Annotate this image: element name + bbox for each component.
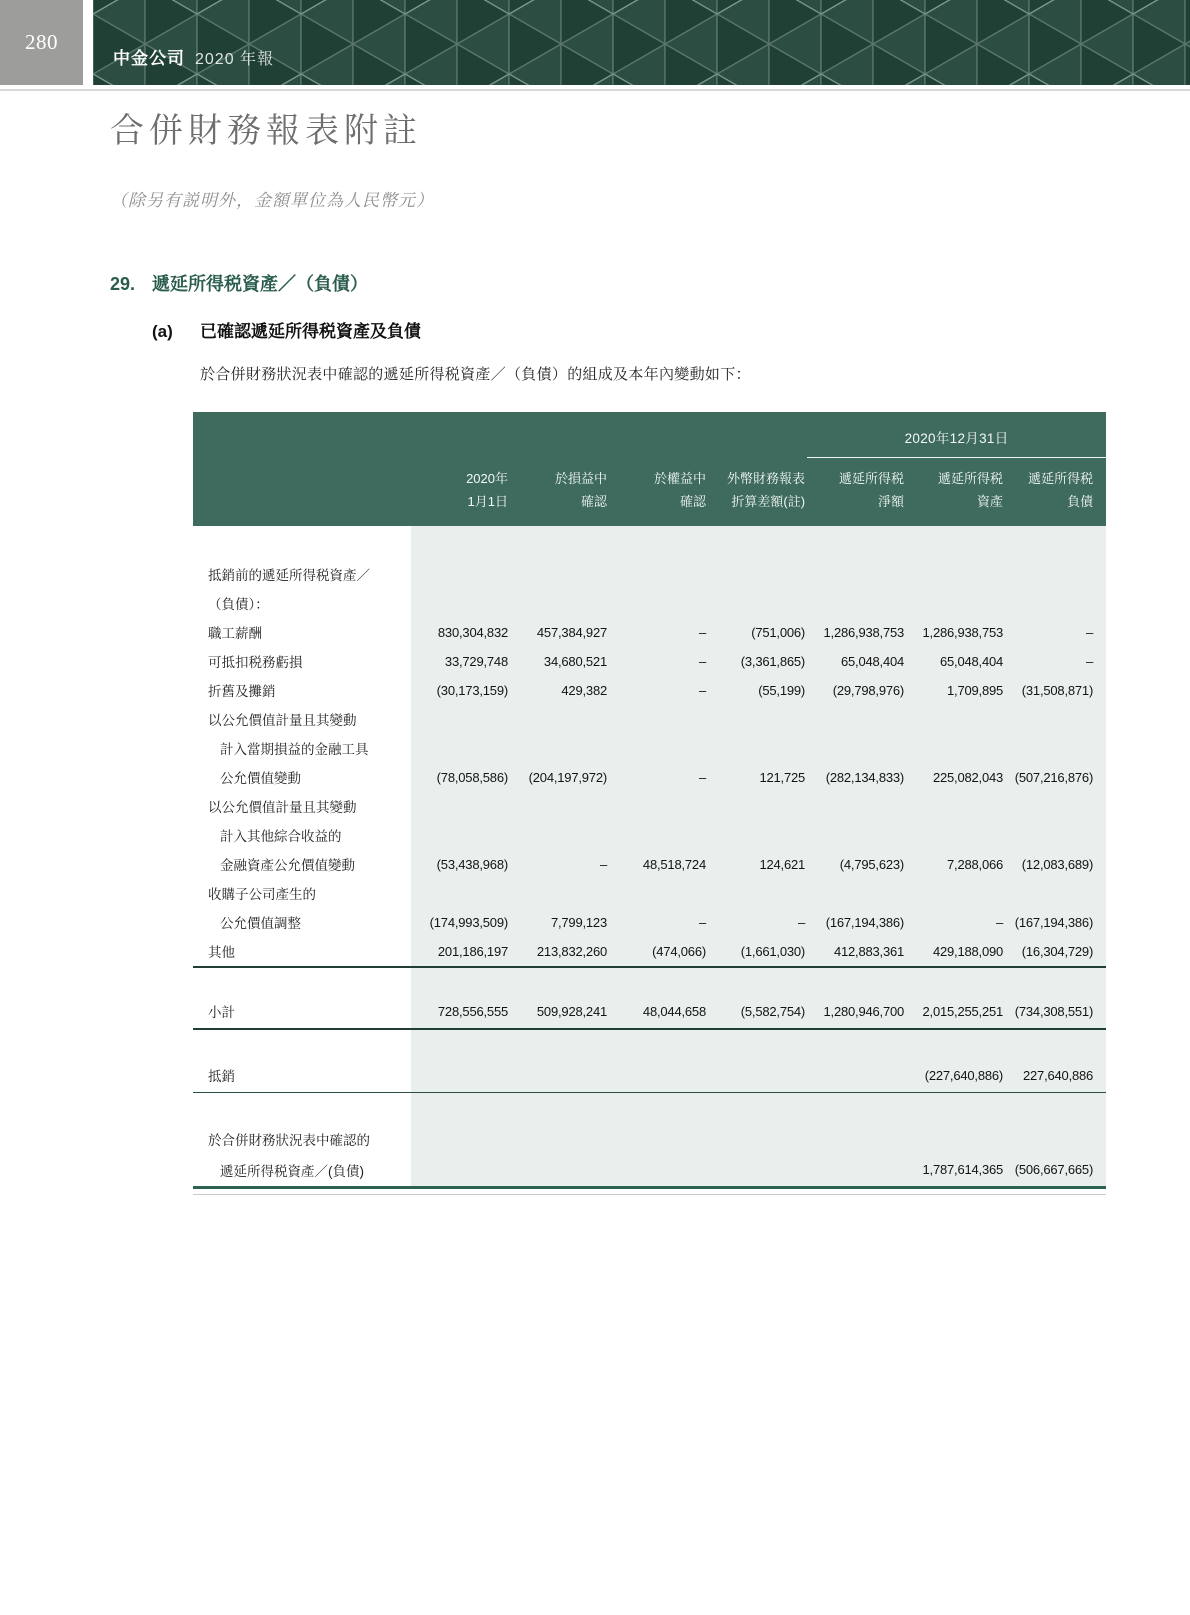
cell — [708, 1092, 807, 1124]
span-header-filler — [193, 412, 807, 458]
column-header-jan1: 2020年 1月1日 — [411, 458, 510, 526]
cell — [609, 734, 708, 763]
cell: – — [1005, 647, 1106, 676]
cell — [510, 705, 609, 734]
cell — [807, 792, 906, 821]
cell — [807, 1059, 906, 1093]
cell — [510, 1188, 609, 1195]
page-number-box — [0, 0, 83, 85]
cell: (474,066) — [609, 937, 708, 967]
table-row — [193, 1092, 1106, 1124]
cell — [1005, 734, 1106, 763]
row-label — [193, 1029, 411, 1059]
cell — [609, 821, 708, 850]
table-row — [193, 1188, 1106, 1195]
table-row — [193, 821, 1106, 850]
table-row — [193, 995, 1106, 1029]
cell — [609, 1153, 708, 1188]
section-heading — [110, 270, 368, 296]
cell — [807, 1153, 906, 1188]
banner — [93, 0, 1190, 85]
cell — [510, 1029, 609, 1059]
cell: 457,384,927 — [510, 618, 609, 647]
cell — [1005, 1092, 1106, 1124]
cell — [807, 879, 906, 908]
table-row — [193, 792, 1106, 821]
cell — [1005, 1188, 1106, 1195]
cell — [807, 526, 906, 560]
cell — [708, 879, 807, 908]
cell: 201,186,197 — [411, 937, 510, 967]
table-row — [193, 1059, 1106, 1093]
cell — [1005, 1124, 1106, 1153]
subsection-label: (a) — [152, 322, 173, 341]
cell — [510, 821, 609, 850]
cell: (174,993,509) — [411, 908, 510, 937]
row-label: 職工薪酬 — [193, 618, 411, 647]
cell — [708, 560, 807, 589]
section-title: 遞延所得税資產／（負債） — [152, 274, 368, 294]
cell — [1005, 1029, 1106, 1059]
cell — [708, 526, 807, 560]
cell — [609, 1059, 708, 1093]
cell: (751,006) — [708, 618, 807, 647]
cell: 227,640,886 — [1005, 1059, 1106, 1093]
table-row — [193, 560, 1106, 589]
cell: – — [609, 618, 708, 647]
cell — [906, 1029, 1005, 1059]
table-row — [193, 937, 1106, 967]
cell — [1005, 589, 1106, 618]
cell — [906, 589, 1005, 618]
cell — [807, 1124, 906, 1153]
cell — [906, 526, 1005, 560]
cell — [807, 821, 906, 850]
cell — [411, 560, 510, 589]
cell: – — [708, 908, 807, 937]
row-label: 金融資產公允價值變動 — [193, 850, 411, 879]
cell — [906, 792, 1005, 821]
table-row — [193, 589, 1106, 618]
section-number: 29. — [110, 274, 136, 294]
row-label: （負債）： — [193, 589, 411, 618]
cell — [906, 1188, 1005, 1195]
row-label: 以公允價值計量且其變動 — [193, 705, 411, 734]
table-row — [193, 1124, 1106, 1153]
cell — [411, 821, 510, 850]
cell — [906, 734, 1005, 763]
subsection-title: 已確認遞延所得税資產及負債 — [200, 322, 421, 341]
cell — [411, 1092, 510, 1124]
column-header-profit-loss: 於損益中 確認 — [510, 458, 609, 526]
cell — [807, 589, 906, 618]
cell — [708, 1029, 807, 1059]
cell — [510, 589, 609, 618]
table-row — [193, 850, 1106, 879]
row-label: 收購子公司產生的 — [193, 879, 411, 908]
cell: 429,188,090 — [906, 937, 1005, 967]
row-label: 公允價值變動 — [193, 763, 411, 792]
cell: 2,015,255,251 — [906, 995, 1005, 1029]
cell: (55,199) — [708, 676, 807, 705]
cell: (5,582,754) — [708, 995, 807, 1029]
cell — [807, 1188, 906, 1195]
cell: (4,795,623) — [807, 850, 906, 879]
cell — [807, 1092, 906, 1124]
cell — [708, 1153, 807, 1188]
table-body — [193, 526, 1106, 1195]
cell — [510, 879, 609, 908]
cell — [1005, 821, 1106, 850]
cell — [906, 705, 1005, 734]
cell: 225,082,043 — [906, 763, 1005, 792]
cell — [807, 1029, 906, 1059]
table-row — [193, 1029, 1106, 1059]
table-row — [193, 763, 1106, 792]
cell — [906, 1124, 1005, 1153]
row-label: 折舊及攤銷 — [193, 676, 411, 705]
cell: (227,640,886) — [906, 1059, 1005, 1093]
table-row — [193, 676, 1106, 705]
page-subtitle: （除另有説明外，金額單位為人民幣元） — [110, 191, 434, 210]
row-label: 計入其他綜合收益的 — [193, 821, 411, 850]
cell — [411, 589, 510, 618]
cell — [411, 1188, 510, 1195]
cell: (734,308,551) — [1005, 995, 1106, 1029]
cell: 412,883,361 — [807, 937, 906, 967]
table-row — [193, 734, 1106, 763]
cell — [411, 967, 510, 995]
cell — [1005, 879, 1106, 908]
intro-paragraph: 於合併財務狀況表中確認的遞延所得税資產／（負債）的組成及本年內變動如下： — [200, 366, 751, 383]
cell — [906, 1092, 1005, 1124]
cell: 1,709,895 — [906, 676, 1005, 705]
row-label: 以公允價值計量且其變動 — [193, 792, 411, 821]
cell: 48,044,658 — [609, 995, 708, 1029]
table-row — [193, 705, 1106, 734]
cell: 830,304,832 — [411, 618, 510, 647]
cell — [1005, 560, 1106, 589]
cell — [609, 1188, 708, 1195]
cell — [708, 967, 807, 995]
header-divider — [0, 89, 1190, 91]
cell — [510, 734, 609, 763]
table-row — [193, 967, 1106, 995]
cell: (31,508,871) — [1005, 676, 1106, 705]
cell — [906, 879, 1005, 908]
cell — [411, 1029, 510, 1059]
cell: – — [906, 908, 1005, 937]
row-label — [193, 967, 411, 995]
cell — [807, 967, 906, 995]
column-header-fx: 外幣財務報表 折算差額(註) — [708, 458, 807, 526]
cell — [807, 734, 906, 763]
cell — [609, 1124, 708, 1153]
cell — [906, 821, 1005, 850]
cell — [411, 705, 510, 734]
cell — [510, 1092, 609, 1124]
cell — [807, 705, 906, 734]
cell — [708, 1124, 807, 1153]
cell — [609, 1092, 708, 1124]
cell: (167,194,386) — [807, 908, 906, 937]
cell — [906, 967, 1005, 995]
cell: – — [609, 763, 708, 792]
cell: (53,438,968) — [411, 850, 510, 879]
deferred-tax-table — [193, 412, 1106, 1195]
company-name: 中金公司 — [113, 49, 185, 68]
cell: – — [609, 647, 708, 676]
cell — [906, 560, 1005, 589]
cell: (12,083,689) — [1005, 850, 1106, 879]
cell: 1,280,946,700 — [807, 995, 906, 1029]
cell: (506,667,665) — [1005, 1153, 1106, 1188]
cell: – — [609, 908, 708, 937]
row-label: 於合併財務狀況表中確認的 — [193, 1124, 411, 1153]
table-row — [193, 908, 1106, 937]
cell: (29,798,976) — [807, 676, 906, 705]
cell: (507,216,876) — [1005, 763, 1106, 792]
asanoha-pattern-icon — [93, 0, 1190, 85]
cell — [609, 1029, 708, 1059]
row-label: 小計 — [193, 995, 411, 1029]
cell: (30,173,159) — [411, 676, 510, 705]
cell: 213,832,260 — [510, 937, 609, 967]
cell — [609, 526, 708, 560]
cell — [411, 879, 510, 908]
row-label: 可抵扣税務虧損 — [193, 647, 411, 676]
cell — [708, 705, 807, 734]
cell — [609, 560, 708, 589]
row-label: 抵銷前的遞延所得税資產／ — [193, 560, 411, 589]
cell: 728,556,555 — [411, 995, 510, 1029]
table-row — [193, 1153, 1106, 1188]
page-number: 280 — [25, 30, 58, 54]
cell: 1,787,614,365 — [906, 1153, 1005, 1188]
cell — [708, 1188, 807, 1195]
column-header-liabilities: 遞延所得税 負債 — [1005, 458, 1106, 526]
page-header — [0, 0, 1190, 85]
row-label — [193, 1188, 411, 1195]
cell: 65,048,404 — [807, 647, 906, 676]
table-column-header-row — [193, 458, 1106, 526]
cell: 509,928,241 — [510, 995, 609, 1029]
cell: 7,799,123 — [510, 908, 609, 937]
cell: – — [609, 676, 708, 705]
cell: 7,288,066 — [906, 850, 1005, 879]
cell — [708, 821, 807, 850]
cell: 33,729,748 — [411, 647, 510, 676]
row-label: 抵銷 — [193, 1059, 411, 1093]
cell — [411, 792, 510, 821]
row-label — [193, 526, 411, 560]
column-header-label — [193, 458, 411, 526]
cell — [411, 734, 510, 763]
subsection-heading — [152, 317, 421, 342]
cell — [1005, 967, 1106, 995]
cell — [510, 560, 609, 589]
cell — [708, 589, 807, 618]
cell: 121,725 — [708, 763, 807, 792]
row-label — [193, 1092, 411, 1124]
row-label: 計入當期損益的金融工具 — [193, 734, 411, 763]
cell: 48,518,724 — [609, 850, 708, 879]
banner-text — [113, 44, 274, 69]
report-year: 2020 年報 — [195, 51, 275, 68]
cell: (1,661,030) — [708, 937, 807, 967]
cell — [609, 792, 708, 821]
table-row — [193, 526, 1106, 560]
cell: 429,382 — [510, 676, 609, 705]
cell — [510, 1059, 609, 1093]
cell: (282,134,833) — [807, 763, 906, 792]
cell — [609, 879, 708, 908]
column-header-equity: 於權益中 確認 — [609, 458, 708, 526]
cell: – — [510, 850, 609, 879]
row-label: 遞延所得税資產／(負債) — [193, 1153, 411, 1188]
cell — [411, 1124, 510, 1153]
cell: (3,361,865) — [708, 647, 807, 676]
cell: – — [1005, 618, 1106, 647]
page-title: 合併財務報表附註 — [110, 113, 422, 150]
cell — [708, 1059, 807, 1093]
cell — [411, 1059, 510, 1093]
column-header-net: 遞延所得税 淨額 — [807, 458, 906, 526]
cell: (78,058,586) — [411, 763, 510, 792]
cell — [411, 526, 510, 560]
cell — [609, 705, 708, 734]
cell — [411, 1153, 510, 1188]
cell: (204,197,972) — [510, 763, 609, 792]
table-span-header-row — [193, 412, 1106, 458]
cell — [609, 589, 708, 618]
column-header-assets: 遞延所得税 資產 — [906, 458, 1005, 526]
cell — [510, 967, 609, 995]
cell: (16,304,729) — [1005, 937, 1106, 967]
cell: 1,286,938,753 — [807, 618, 906, 647]
cell — [1005, 526, 1106, 560]
cell — [510, 1124, 609, 1153]
cell — [510, 1153, 609, 1188]
row-label: 其他 — [193, 937, 411, 967]
cell — [510, 526, 609, 560]
row-label: 公允價值調整 — [193, 908, 411, 937]
cell — [708, 734, 807, 763]
table-row — [193, 618, 1106, 647]
cell: 65,048,404 — [906, 647, 1005, 676]
cell: 1,286,938,753 — [906, 618, 1005, 647]
cell — [708, 792, 807, 821]
cell — [1005, 705, 1106, 734]
cell — [510, 792, 609, 821]
table-row — [193, 647, 1106, 676]
cell — [609, 967, 708, 995]
cell: 34,680,521 — [510, 647, 609, 676]
cell: 124,621 — [708, 850, 807, 879]
cell: (167,194,386) — [1005, 908, 1106, 937]
span-header: 2020年12月31日 — [807, 412, 1106, 458]
table-row — [193, 879, 1106, 908]
cell — [1005, 792, 1106, 821]
cell — [807, 560, 906, 589]
